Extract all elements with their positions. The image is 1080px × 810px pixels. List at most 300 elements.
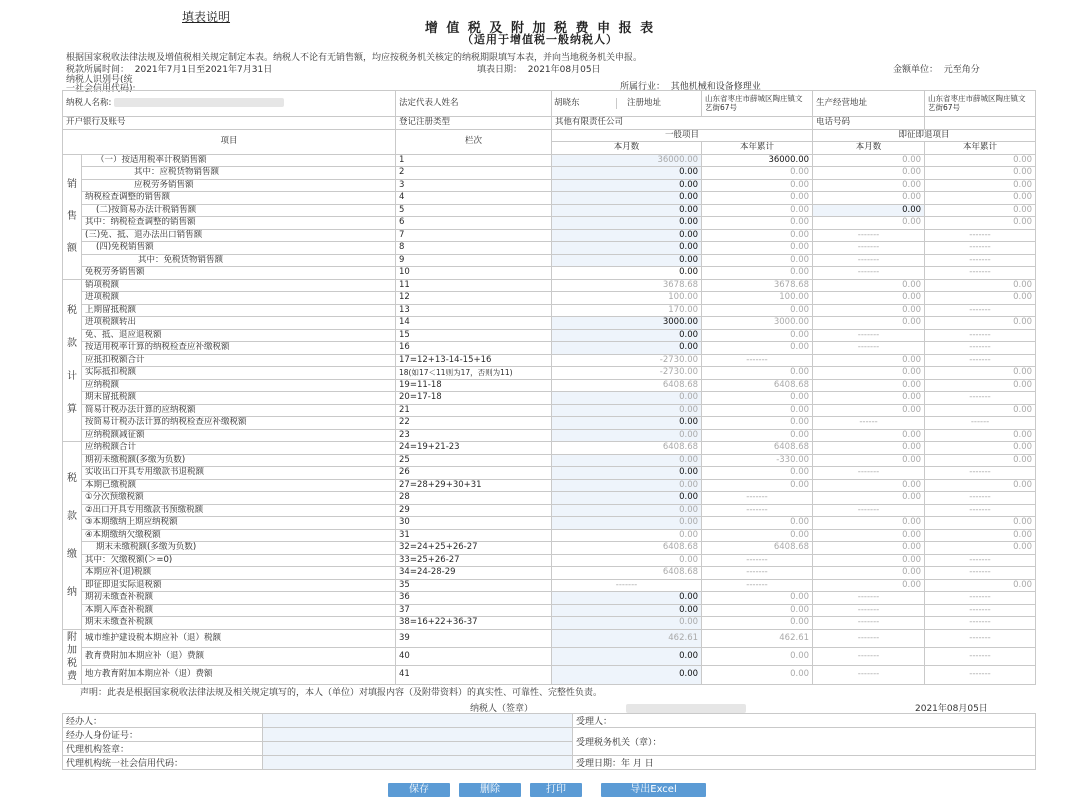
- row-item-label: ②出口开具专用缴款书预缴税额: [82, 504, 396, 517]
- refund-year-cell: -------: [925, 554, 1036, 567]
- reg-type-label: 登记注册类型: [396, 117, 552, 130]
- refund-year-cell: 0.00: [925, 204, 1036, 217]
- refund-month-cell: 0.00: [813, 479, 925, 492]
- row-item-label: 期末未缴查补税额: [82, 617, 396, 630]
- table-row: [63, 666, 1036, 684]
- row-col-number: 33=25+26-27: [396, 554, 552, 567]
- row-item-label: 应纳税额: [82, 379, 396, 392]
- refund-month-cell: -------: [813, 504, 925, 517]
- general-month-cell[interactable]: 0.00: [552, 229, 702, 242]
- table-row: [63, 317, 1036, 330]
- general-month-cell: -------: [552, 579, 702, 592]
- agency-sign-field[interactable]: [263, 742, 573, 756]
- general-year-cell: 3000.00: [702, 317, 813, 330]
- table-row: [63, 617, 1036, 630]
- general-month-cell[interactable]: 0.00: [552, 666, 702, 684]
- refund-year-cell: -------: [925, 604, 1036, 617]
- refund-month-cell: -------: [813, 617, 925, 630]
- general-month-cell[interactable]: 0.00: [552, 192, 702, 205]
- refund-month-cell: -------: [813, 666, 925, 684]
- row-col-number: 22: [396, 417, 552, 430]
- general-month-cell[interactable]: 0.00: [552, 517, 702, 530]
- table-row: [63, 179, 1036, 192]
- general-year-cell: 0.00: [702, 617, 813, 630]
- general-month-cell[interactable]: 0.00: [552, 167, 702, 180]
- refund-year-cell: -------: [925, 254, 1036, 267]
- row-item-label: (二)按简易办法计税销售额: [82, 204, 396, 217]
- help-link[interactable]: 填表说明: [182, 10, 231, 24]
- table-row: [63, 354, 1036, 367]
- refund-year-cell: 0.00: [925, 442, 1036, 455]
- table-row: [63, 404, 1036, 417]
- row-col-number: 10: [396, 267, 552, 280]
- row-col-number: 2: [396, 167, 552, 180]
- table-row: [63, 467, 1036, 480]
- general-month-header: 本月数: [552, 142, 702, 155]
- row-col-number: 36: [396, 592, 552, 605]
- sign-label: 纳税人（签章）: [470, 701, 746, 714]
- refund-year-cell: 0.00: [925, 379, 1036, 392]
- row-item-label: 城市维护建设税本期应补（退）税额: [82, 629, 396, 647]
- refund-month-cell: 0.00: [813, 304, 925, 317]
- refund-month-cell: -------: [813, 467, 925, 480]
- row-col-number: 27=28+29+30+31: [396, 479, 552, 492]
- general-year-cell: 0.00: [702, 192, 813, 205]
- general-year-cell: 0.00: [702, 529, 813, 542]
- table-row: [63, 442, 1036, 455]
- table-row: [63, 242, 1036, 255]
- table-row: [63, 392, 1036, 405]
- table-row: [63, 167, 1036, 180]
- refund-month-cell: 0.00: [813, 404, 925, 417]
- row-item-label: 教育费附加本期应补（退）费额: [82, 647, 396, 665]
- row-item-label: 本期已缴税额: [82, 479, 396, 492]
- refund-month-cell: 0.00: [813, 279, 925, 292]
- table-row: [63, 542, 1036, 555]
- agency-code-field[interactable]: [263, 756, 573, 770]
- table-row: [63, 567, 1036, 580]
- table-row: [63, 604, 1036, 617]
- table-row: [63, 629, 1036, 647]
- row-col-number: 7: [396, 229, 552, 242]
- general-year-cell: 0.00: [702, 604, 813, 617]
- form-title: 增 值 税 及 附 加 税 费 申 报 表: [424, 21, 656, 36]
- refund-month-cell: 0.00: [813, 179, 925, 192]
- general-month-cell[interactable]: 0.00: [552, 492, 702, 505]
- refund-month-cell: 0.00: [813, 367, 925, 380]
- refund-month-cell: 0.00: [813, 379, 925, 392]
- table-row: [63, 592, 1036, 605]
- general-month-cell[interactable]: 36000.00: [552, 154, 702, 167]
- row-col-number: 25: [396, 454, 552, 467]
- general-month-cell[interactable]: 0.00: [552, 342, 702, 355]
- refund-month-cell: -------: [813, 267, 925, 280]
- general-year-cell: 462.61: [702, 629, 813, 647]
- general-month-cell: -2730.00: [552, 354, 702, 367]
- refund-month-cell: 0.00: [813, 317, 925, 330]
- row-item-label: 本期入库查补税额: [82, 604, 396, 617]
- table-row: [63, 504, 1036, 517]
- general-month-cell[interactable]: 0.00: [552, 479, 702, 492]
- section-label: 附 加 税 费: [63, 629, 82, 684]
- biz-addr-value: 山东省枣庄市薛城区陶庄镇文艺街67号: [925, 91, 1036, 117]
- general-year-cell: 6408.68: [702, 379, 813, 392]
- general-year-cell: 3678.68: [702, 279, 813, 292]
- general-year-cell: 0.00: [702, 417, 813, 430]
- refund-month-cell[interactable]: 0.00: [813, 204, 925, 217]
- refund-month-header: 本月数: [813, 142, 925, 155]
- general-month-cell: 0.00: [552, 529, 702, 542]
- row-item-label: 其中：应税货物销售额: [82, 167, 396, 180]
- general-month-cell: 170.00: [552, 304, 702, 317]
- row-item-label: (三)免、抵、退办法出口销售额: [82, 229, 396, 242]
- general-month-cell[interactable]: 0.00: [552, 467, 702, 480]
- refund-year-cell: -------: [925, 567, 1036, 580]
- general-month-cell[interactable]: 0.00: [552, 242, 702, 255]
- general-year-cell: -------: [702, 504, 813, 517]
- refund-year-cell: 0.00: [925, 479, 1036, 492]
- row-item-label: 免税劳务销售额: [82, 267, 396, 280]
- row-item-label: 其中：免税货物销售额: [82, 254, 396, 267]
- general-year-cell: -------: [702, 567, 813, 580]
- section-label: 销 售 额: [63, 154, 82, 279]
- row-col-number: 38=16+22+36-37: [396, 617, 552, 630]
- row-item-label: 期初未缴查补税额: [82, 592, 396, 605]
- print-button[interactable]: 打印: [530, 783, 582, 797]
- general-month-cell: 100.00: [552, 292, 702, 305]
- refund-year-cell: -------: [925, 342, 1036, 355]
- refund-year-cell: 0.00: [925, 529, 1036, 542]
- general-month-cell[interactable]: 0.00: [552, 392, 702, 405]
- row-col-number: 24=19+21-23: [396, 442, 552, 455]
- row-item-label: ④本期缴纳欠缴税额: [82, 529, 396, 542]
- taxpayer-id-label: 纳税人识别号(统: [66, 75, 133, 85]
- receiver-label: 受理人：: [573, 714, 1036, 728]
- row-item-label: 应纳税额减征额: [82, 429, 396, 442]
- general-year-cell: -------: [702, 354, 813, 367]
- row-col-number: 23: [396, 429, 552, 442]
- refund-month-cell: 0.00: [813, 167, 925, 180]
- row-col-number: 1: [396, 154, 552, 167]
- row-item-label: 应抵扣税额合计: [82, 354, 396, 367]
- legal-rep-value: 胡晓东: [552, 98, 617, 109]
- general-year-cell: 0.00: [702, 179, 813, 192]
- phone-label: 电话号码: [813, 117, 925, 130]
- refund-month-cell: -------: [813, 242, 925, 255]
- general-year-cell: 0.00: [702, 304, 813, 317]
- table-row: [63, 267, 1036, 280]
- row-col-number: 40: [396, 647, 552, 665]
- general-year-cell: 0.00: [702, 647, 813, 665]
- general-month-cell: 6408.68: [552, 567, 702, 580]
- row-item-label: 实收出口开具专用缴款书退税额: [82, 467, 396, 480]
- refund-year-cell: -------: [925, 229, 1036, 242]
- general-year-cell: 0.00: [702, 229, 813, 242]
- row-item-label: 应税劳务销售额: [82, 179, 396, 192]
- refund-month-cell: 0.00: [813, 567, 925, 580]
- table-row: [63, 342, 1036, 355]
- refund-year-cell: 0.00: [925, 404, 1036, 417]
- row-item-label: 应纳税额合计: [82, 442, 396, 455]
- row-col-number: 31: [396, 529, 552, 542]
- general-year-cell: 0.00: [702, 367, 813, 380]
- row-col-number: 12: [396, 292, 552, 305]
- sign-date: 2021年08月05日: [915, 704, 988, 714]
- row-col-number: 5: [396, 204, 552, 217]
- row-item-label: 进项税额: [82, 292, 396, 305]
- general-year-cell: 0.00: [702, 342, 813, 355]
- table-row: [63, 579, 1036, 592]
- refund-year-cell: -------: [925, 267, 1036, 280]
- unit-info: 金额单位： 元至角分: [893, 65, 980, 75]
- table-row: [63, 479, 1036, 492]
- row-item-label: 即征即退实际退税额: [82, 579, 396, 592]
- row-item-label: 实际抵扣税额: [82, 367, 396, 380]
- row-item-label: (四)免税销售额: [82, 242, 396, 255]
- refund-year-cell: -------: [925, 392, 1036, 405]
- refund-month-cell: ------: [813, 417, 925, 430]
- row-col-number: 32=24+25+26-27: [396, 542, 552, 555]
- row-col-number: 37: [396, 604, 552, 617]
- row-col-number: 35: [396, 579, 552, 592]
- general-year-cell: 0.00: [702, 392, 813, 405]
- general-month-cell[interactable]: 0.00: [552, 417, 702, 430]
- row-col-number: 3: [396, 179, 552, 192]
- refund-month-cell: 0.00: [813, 354, 925, 367]
- general-header: 一般项目: [552, 129, 813, 142]
- general-year-cell: 0.00: [702, 329, 813, 342]
- row-col-number: 17=12+13-14-15+16: [396, 354, 552, 367]
- row-item-label: 上期留抵税额: [82, 304, 396, 317]
- refund-month-cell: -------: [813, 629, 925, 647]
- table-row: [63, 417, 1036, 430]
- general-year-cell: 0.00: [702, 517, 813, 530]
- row-col-number: 20=17-18: [396, 392, 552, 405]
- taxpayer-id-label-2: 一社会信用代码):: [66, 84, 136, 94]
- refund-year-cell: -------: [925, 329, 1036, 342]
- legal-rep-label: 法定代表人姓名: [396, 91, 552, 117]
- general-month-cell[interactable]: 0.00: [552, 329, 702, 342]
- table-row: [63, 329, 1036, 342]
- refund-year-cell: -------: [925, 617, 1036, 630]
- general-year-cell: 0.00: [702, 204, 813, 217]
- refund-year-cell: -------: [925, 467, 1036, 480]
- row-col-number: 14: [396, 317, 552, 330]
- export-excel-button[interactable]: 导出Excel: [601, 783, 706, 797]
- general-year-cell: 0.00: [702, 254, 813, 267]
- refund-month-cell: 0.00: [813, 192, 925, 205]
- refund-month-cell: -------: [813, 342, 925, 355]
- refund-year-cell: 0.00: [925, 292, 1036, 305]
- general-year-cell: 0.00: [702, 217, 813, 230]
- row-item-label: ①分次预缴税额: [82, 492, 396, 505]
- form-subtitle: （适用于增值税一般纳税人）: [462, 33, 618, 46]
- general-year-cell: 0.00: [702, 404, 813, 417]
- general-month-cell: 0.00: [552, 267, 702, 280]
- bank-label: 开户银行及账号: [63, 117, 396, 130]
- general-month-cell[interactable]: 0.00: [552, 617, 702, 630]
- row-item-label: 期初未缴税额(多缴为负数): [82, 454, 396, 467]
- refund-month-cell: 0.00: [813, 529, 925, 542]
- general-month-cell[interactable]: 0.00: [552, 179, 702, 192]
- table-row: [63, 292, 1036, 305]
- row-col-number: 26: [396, 467, 552, 480]
- general-month-cell: 3678.68: [552, 279, 702, 292]
- general-month-cell[interactable]: 0.00: [552, 504, 702, 517]
- refund-month-cell: 0.00: [813, 429, 925, 442]
- refund-year-cell: 0.00: [925, 179, 1036, 192]
- row-col-number: 9: [396, 254, 552, 267]
- general-year-cell: -------: [702, 554, 813, 567]
- row-col-number: 21: [396, 404, 552, 417]
- table-row: [63, 304, 1036, 317]
- table-row: [63, 492, 1036, 505]
- refund-month-cell: 0.00: [813, 154, 925, 167]
- row-col-number: 30: [396, 517, 552, 530]
- refund-year-cell: -------: [925, 592, 1036, 605]
- general-year-cell: -------: [702, 579, 813, 592]
- table-row: [63, 454, 1036, 467]
- general-month-cell: 6408.68: [552, 379, 702, 392]
- row-item-label: 期末未缴税额(多缴为负数): [82, 542, 396, 555]
- refund-year-cell: -------: [925, 354, 1036, 367]
- refund-year-cell: 0.00: [925, 542, 1036, 555]
- refund-year-cell: -------: [925, 666, 1036, 684]
- general-month-cell[interactable]: 0.00: [552, 404, 702, 417]
- refund-year-cell: -------: [925, 304, 1036, 317]
- row-item-label: 其中：纳税检查调整的销售额: [82, 217, 396, 230]
- table-row: [63, 154, 1036, 167]
- row-item-label: 按简易计税办法计算的纳税检查应补缴税额: [82, 417, 396, 430]
- row-col-number: 18(如17＜11则为17，否则为11): [396, 367, 552, 380]
- table-row: [63, 554, 1036, 567]
- refund-month-cell: -------: [813, 647, 925, 665]
- handler-label: 经办人：: [63, 714, 263, 728]
- refund-year-cell: -------: [925, 647, 1036, 665]
- row-col-number: 15: [396, 329, 552, 342]
- general-month-cell[interactable]: 0.00: [552, 429, 702, 442]
- general-year-cell: 0.00: [702, 467, 813, 480]
- general-year-cell: 6408.68: [702, 542, 813, 555]
- refund-month-cell: 0.00: [813, 492, 925, 505]
- refund-year-cell: 0.00: [925, 279, 1036, 292]
- general-year-cell: -330.00: [702, 454, 813, 467]
- row-item-label: 简易计税办法计算的应纳税额: [82, 404, 396, 417]
- tax-office-label: 受理税务机关（章）：: [573, 728, 1036, 756]
- redacted-name: [114, 98, 284, 107]
- refund-month-cell: 0.00: [813, 579, 925, 592]
- row-item-label: 进项税额转出: [82, 317, 396, 330]
- refund-month-cell: -------: [813, 229, 925, 242]
- phone-value: [925, 117, 1036, 130]
- refund-year-cell: 0.00: [925, 579, 1036, 592]
- industry-info: 所属行业： 其他机械和设备修理业: [620, 82, 761, 92]
- refund-year-cell: 0.00: [925, 217, 1036, 230]
- save-button[interactable]: 保存: [388, 783, 450, 797]
- row-col-number: 29: [396, 504, 552, 517]
- general-month-cell[interactable]: 0.00: [552, 217, 702, 230]
- refund-month-cell: 0.00: [813, 292, 925, 305]
- refund-year-header: 本年累计: [925, 142, 1036, 155]
- general-year-header: 本年累计: [702, 142, 813, 155]
- refund-year-cell: 0.00: [925, 154, 1036, 167]
- redacted-signature: [626, 704, 746, 713]
- general-year-cell: 36000.00: [702, 154, 813, 167]
- table-row: [63, 367, 1036, 380]
- row-item-label: 销项税额: [82, 279, 396, 292]
- general-month-cell[interactable]: 0.00: [552, 204, 702, 217]
- row-item-label: ③本期缴纳上期应纳税额: [82, 517, 396, 530]
- general-month-cell[interactable]: 0.00: [552, 454, 702, 467]
- fill-date-info: 填表日期： 2021年08月05日: [477, 65, 601, 75]
- refund-year-cell: 0.00: [925, 192, 1036, 205]
- general-month-cell: 6408.68: [552, 542, 702, 555]
- refund-year-cell: -------: [925, 242, 1036, 255]
- row-col-number: 28: [396, 492, 552, 505]
- row-item-label: 免、抵、退应退税额: [82, 329, 396, 342]
- refund-month-cell: 0.00: [813, 454, 925, 467]
- row-item-label: 按适用税率计算的纳税检查应补缴税额: [82, 342, 396, 355]
- refund-month-cell: -------: [813, 329, 925, 342]
- reg-addr-value: 山东省枣庄市薛城区陶庄镇文艺街67号: [702, 91, 813, 117]
- delete-button[interactable]: 删除: [459, 783, 521, 797]
- general-year-cell: 0.00: [702, 242, 813, 255]
- general-year-cell: -------: [702, 492, 813, 505]
- general-year-cell: 0.00: [702, 666, 813, 684]
- general-month-cell[interactable]: 0.00: [552, 254, 702, 267]
- general-month-cell[interactable]: 3000.00: [552, 317, 702, 330]
- refund-month-cell: 0.00: [813, 217, 925, 230]
- row-col-number: 6: [396, 217, 552, 230]
- general-month-cell[interactable]: 0.00: [552, 647, 702, 665]
- row-item-label: 地方教育附加本期应补（退）费额: [82, 666, 396, 684]
- table-row: [63, 217, 1036, 230]
- table-row: [63, 429, 1036, 442]
- reg-addr-label: 注册地址: [627, 98, 662, 108]
- refund-year-cell: 0.00: [925, 429, 1036, 442]
- refund-year-cell: 0.00: [925, 367, 1036, 380]
- row-col-number: 41: [396, 666, 552, 684]
- refund-year-cell: 0.00: [925, 454, 1036, 467]
- taxpayer-name-cell: 纳税人名称:: [63, 91, 396, 117]
- table-row: [63, 517, 1036, 530]
- general-month-cell[interactable]: 462.61: [552, 629, 702, 647]
- row-col-number: 8: [396, 242, 552, 255]
- table-row: [63, 254, 1036, 267]
- row-col-number: 34=24-28-29: [396, 567, 552, 580]
- handler-id-label: 经办人身份证号：: [63, 728, 263, 742]
- handler-id-field[interactable]: [263, 728, 573, 742]
- table-row: [63, 229, 1036, 242]
- refund-month-cell: 0.00: [813, 442, 925, 455]
- period-info: 税款所属时间： 2021年7月1日至2021年7月31日: [66, 65, 273, 75]
- agency-code-label: 代理机构统一社会信用代码：: [63, 756, 263, 770]
- signature-table: [62, 713, 1036, 770]
- table-row: [63, 192, 1036, 205]
- receive-date-label: 受理日期：年 月 日: [573, 756, 1036, 770]
- refund-month-cell: 0.00: [813, 542, 925, 555]
- handler-field[interactable]: [263, 714, 573, 728]
- table-row: [63, 379, 1036, 392]
- row-item-label: 期末留抵税额: [82, 392, 396, 405]
- row-col-number: 4: [396, 192, 552, 205]
- general-month-cell[interactable]: 0.00: [552, 592, 702, 605]
- reg-type-value: 其他有限责任公司: [552, 117, 813, 130]
- general-month-cell[interactable]: 0.00: [552, 604, 702, 617]
- refund-year-cell: -------: [925, 629, 1036, 647]
- general-month-cell: -2730.00: [552, 367, 702, 380]
- general-year-cell: 0.00: [702, 429, 813, 442]
